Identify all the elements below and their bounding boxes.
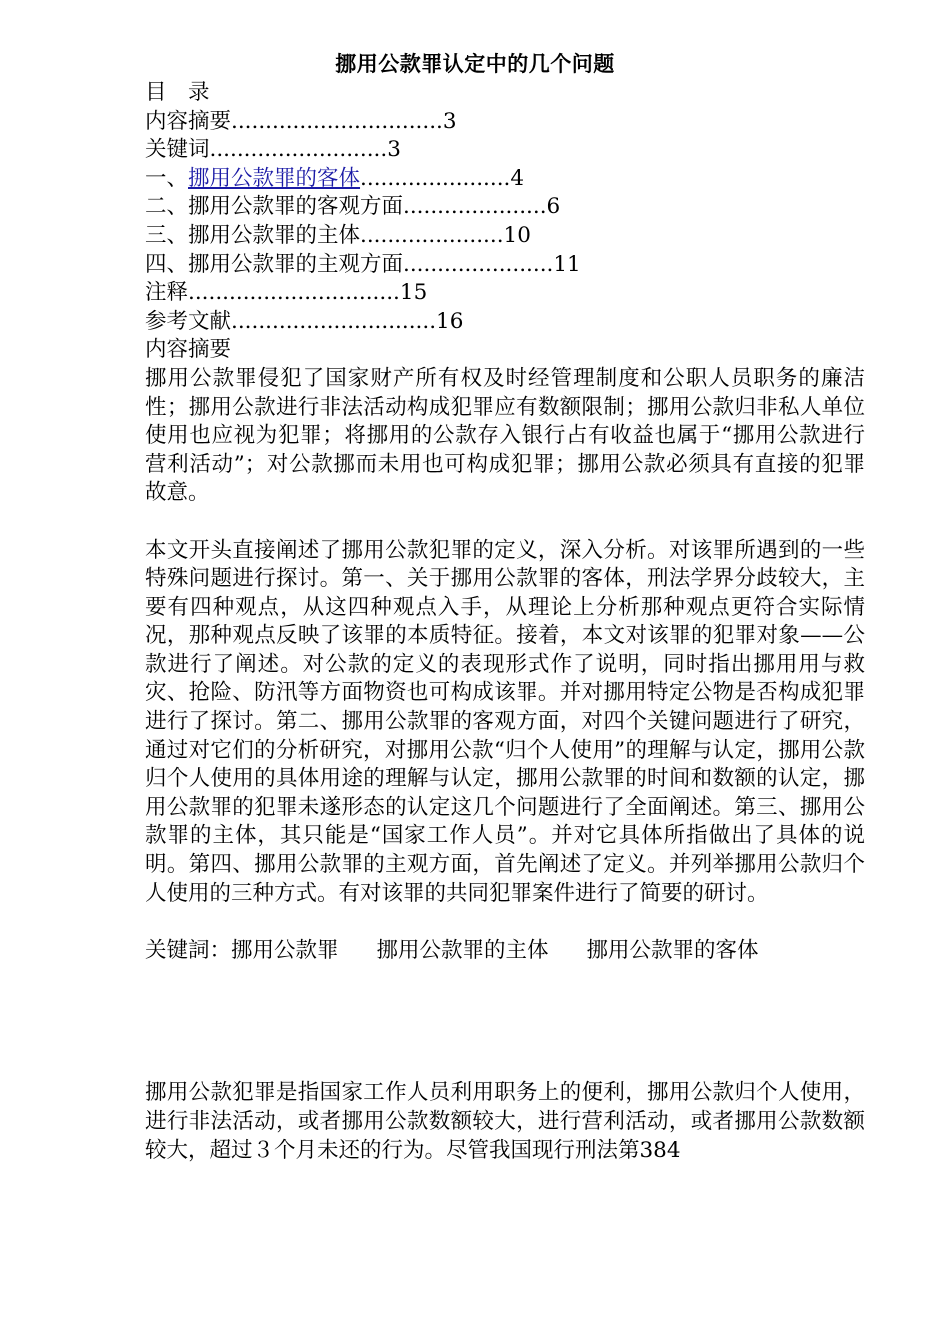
toc-entry[interactable] <box>145 193 865 222</box>
toc-leader: ...................... <box>403 251 554 277</box>
toc-leader: ..................... <box>403 194 547 220</box>
keywords-line <box>145 937 865 966</box>
keyword: 挪用公款罪的客体 <box>586 937 759 963</box>
toc-entry[interactable] <box>145 251 865 280</box>
toc-page-number: 4 <box>510 165 525 191</box>
toc-page-number: 3 <box>387 137 401 163</box>
toc-entry-label: 关键词 <box>145 137 210 163</box>
toc-leader: ..................... <box>360 222 504 248</box>
toc-entry-label: 参考文献 <box>145 308 232 334</box>
toc-entry[interactable] <box>145 165 865 194</box>
body-paragraph-1: 挪用公款犯罪是指国家工作人员利用职务上的便利，挪用公款归个人使用，进行非法活动，或者挪用公款数额较大，进行营利活动，或者挪用公款数额较大，超过３个月未还的行为。尽管我国现行刑法第384 <box>145 1080 865 1163</box>
document-body <box>145 79 865 1165</box>
toc-leader: .......................... <box>209 137 388 163</box>
toc-entry-label: 三、挪用公款罪的主体 <box>145 222 361 248</box>
keyword: 挪用公款罪 <box>231 937 339 963</box>
toc-entry[interactable] <box>145 222 865 251</box>
section-spacer <box>145 965 865 1079</box>
toc-entry[interactable] <box>145 308 865 337</box>
paragraph-spacer <box>145 508 865 537</box>
toc-entry-label: 内容摘要 <box>145 108 232 134</box>
table-of-contents <box>145 108 865 337</box>
toc-entry[interactable] <box>145 108 865 137</box>
paragraph-spacer <box>145 908 865 937</box>
toc-leader: ............................... <box>188 280 400 306</box>
toc-entry-label: 注释 <box>145 280 189 306</box>
toc-page-number: 3 <box>442 108 457 134</box>
toc-leader: ...................... <box>360 165 511 191</box>
toc-page-number: 11 <box>553 251 581 277</box>
toc-leader: .............................. <box>231 308 437 334</box>
document-title: 挪用公款罪认定中的几个问题 <box>335 51 615 76</box>
toc-entry-prefix: 一、 <box>145 165 189 191</box>
toc-page-number: 15 <box>399 280 428 306</box>
keyword: 挪用公款罪的主体 <box>376 937 549 963</box>
abstract-paragraph-2: 本文开头直接阐述了挪用公款犯罪的定义，深入分析。对该罪所遇到的一些特殊问题进行探讨。第一、关于挪用公款罪的客体，刑法学界分歧较大，主要有四种观点，从这四种观点入手，从理论上分析那种观点更符合实际情况，那种观点反映了该罪的本质特征。接着，本文对该罪的犯罪对象——公款进行了阐述。对公款的定义的表现形式作了说明，同时指出挪用用与救灾、抢险、防汛等方面物资也可构成该罪。并对挪用特定公物是否构成犯罪进行了探讨。第二、挪用公款罪的客观方面，对四个关键问题进行了研究，通过对它们的分析研究，对挪用公款“归个人使用”的理解与认定，挪用公款归个人使用的具体用途的理解与认定，挪用公款罪的时间和数额的认定，挪用公款罪的犯罪未遂形态的认定这几个问题进行了全面阐述。第三、挪用公款罪的主体，其只能是“国家工作人员”。并对它具体所指做出了具体的说明。第四、挪用公款罪的主观方面，首先阐述了定义。并列举挪用公款归个人使用的三种方式。有对该罪的共同犯罪案件进行了简要的研讨。 <box>145 537 865 906</box>
toc-entry-label: 二、挪用公款罪的客观方面 <box>145 194 404 220</box>
abstract-paragraph-1: 挪用公款罪侵犯了国家财产所有权及时经管理制度和公职人员职务的廉洁性；挪用公款进行非法活动构成犯罪应有数额限制；挪用公款归非私人单位使用也应视为犯罪；将挪用的公款存入银行占有收益也属于“挪用公款进行营利活动”；对公款挪而未用也可构成犯罪；挪用公款必须具有直接的犯罪故意。 <box>145 365 865 506</box>
abstract-heading: 内容摘要 <box>145 337 232 363</box>
toc-leader: ............................... <box>231 108 443 134</box>
toc-page-number: 16 <box>436 308 464 334</box>
toc-entry[interactable] <box>145 279 865 308</box>
toc-link-object[interactable]: 挪用公款罪的客体 <box>188 165 361 191</box>
toc-entry-label: 四、挪用公款罪的主观方面 <box>145 251 404 277</box>
toc-page-number: 6 <box>546 194 561 220</box>
keywords-label: 关键詞： <box>145 937 232 963</box>
toc-heading: 目 录 <box>145 80 210 105</box>
toc-page-number: 10 <box>503 222 531 248</box>
toc-entry[interactable] <box>145 136 865 165</box>
